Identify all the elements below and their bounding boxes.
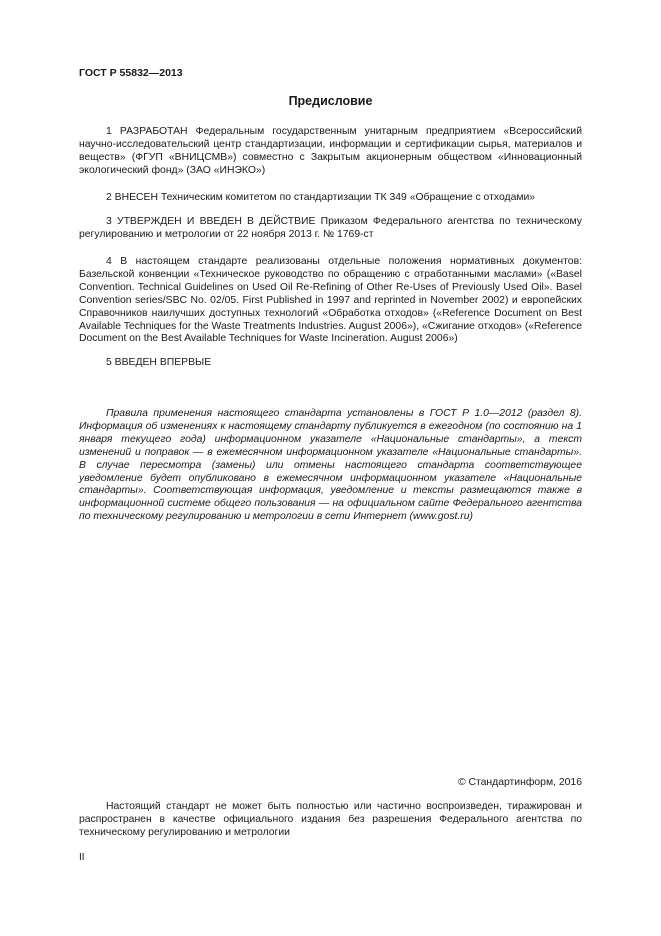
preface-item-1: 1 РАЗРАБОТАН Федеральным государственным унитарным предприятием «Всероссийский научно-исследовательский центр стандартизации, информации и сертификации сырья, материалов и веществ» (ФГУП «ВНИЦСМВ») совместно с Закрытым акционерным обществом «Инновационный экологический фонд» (ЗАО «ИНЭКО»)	[79, 126, 582, 176]
preface-title: Предисловие	[288, 94, 373, 108]
standard-id: ГОСТ Р 55832—2013	[79, 67, 183, 79]
preface-item-5: 5 ВВЕДЕН ВПЕРВЫЕ	[106, 357, 212, 368]
rules-notice: Правила применения настоящего стандарта установлены в ГОСТ Р 1.0—2012 (раздел 8). Информация об изменениях к настоящему стандарту публикуется в ежегодном (по состоянию на 1 января текущего года) информационном указателе «Национальные стандарты», а текст изменений и поправок — в ежемесячном информационном указателе «Национальные стандарты». В случае пересмотра (замены) или отмены настоящего стандарта соответствующее уведомление будет опубликовано в ежемесячном информационном указателе «Национальные стандарты». Соответствующая информация, уведомление и тексты размещаются также в информационной системе общего пользования — на официальном сайте Федерального агентства по техническому регулированию и метрологии в сети Интернет (www.gost.ru)	[79, 408, 582, 523]
reproduction-notice: Настоящий стандарт не может быть полностью или частично воспроизведен, тиражирован и распространен в качестве официального издания без разрешения Федерального агентства по техническому регулированию и метрологии	[79, 801, 582, 838]
preface-item-2: 2 ВНЕСЕН Техническим комитетом по стандартизации ТК 349 «Обращение с отходами»	[106, 192, 536, 203]
preface-item-3: 3 УТВЕРЖДЕН И ВВЕДЕН В ДЕЙСТВИЕ Приказом Федерального агентства по техническому регулированию и метрологии от 22 ноября 2013 г. № 1769-ст	[79, 216, 582, 240]
preface-item-4: 4 В настоящем стандарте реализованы отдельные положения нормативных документов: Базельской конвенции «Техническое руководство по обращению с отработанными маслами» («Basel Convention. Technical Guidelines on Used Oil Re-Refining of Other Re-Uses of Previously Used Oil». Basel Convention series/SBC No. 02/05. First Published in 1997 and reprinted in November 2002) и европейских Справочников наилучших доступных технологий «Обработка отходов» («Reference Document on Best Available Techniques for the Waste Treatments Industries. August 2006»), «Сжигание отходов» («Reference Document on the Best Available Techniques for Waste Incineration. August 2006»)	[79, 256, 582, 345]
page-number: II	[79, 852, 85, 863]
copyright: © Стандартинформ, 2016	[457, 777, 582, 788]
